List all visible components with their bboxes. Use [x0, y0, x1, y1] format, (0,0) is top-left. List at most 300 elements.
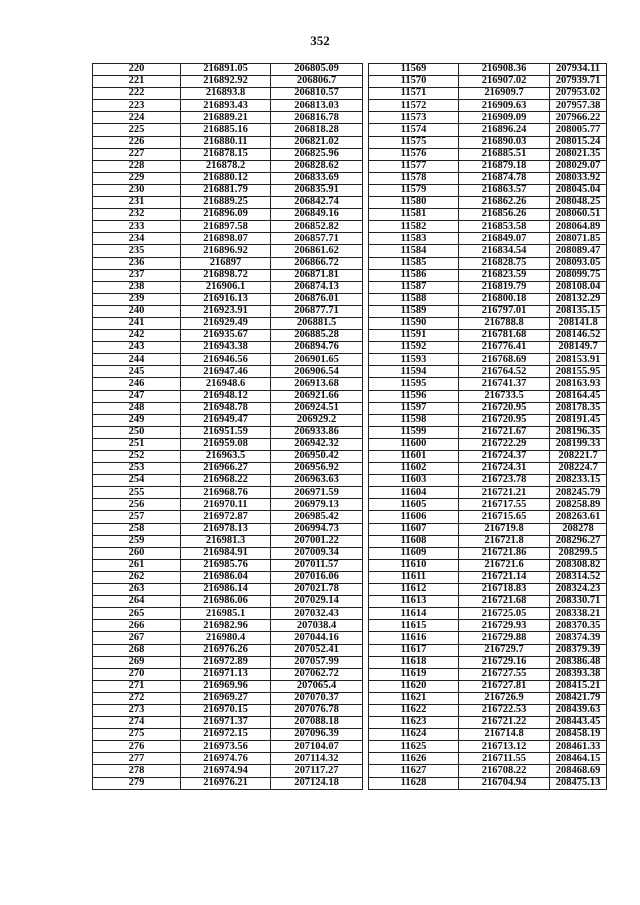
- page-number: 352: [310, 33, 330, 48]
- x-coordinate-right-cell: 216788.8: [459, 317, 550, 329]
- x-coordinate-left-cell: 216973.56: [181, 741, 271, 753]
- x-coordinate-left-cell: 216982.96: [181, 620, 271, 632]
- x-coordinate-right-cell: 216721.22: [459, 717, 550, 729]
- x-coordinate-right-cell: 216741.37: [459, 378, 550, 390]
- x-coordinate-left-cell: 216916.13: [181, 293, 271, 305]
- point-number-right-cell: 11584: [369, 245, 459, 257]
- x-coordinate-left-cell: 216898.07: [181, 233, 271, 245]
- point-number-left-cell: 255: [93, 487, 181, 499]
- x-coordinate-left-cell: 216898.72: [181, 269, 271, 281]
- x-coordinate-right-cell: 216724.31: [459, 463, 550, 475]
- point-number-left-cell: 250: [93, 426, 181, 438]
- point-number-left-cell: 231: [93, 197, 181, 209]
- y-coordinate-left-cell: 207011.57: [271, 559, 363, 571]
- table-row: [93, 644, 607, 656]
- point-number-left-cell: 263: [93, 584, 181, 596]
- point-number-left-cell: 249: [93, 414, 181, 426]
- y-coordinate-left-cell: 207076.78: [271, 704, 363, 716]
- point-number-left-cell: 259: [93, 535, 181, 547]
- point-number-right-cell: 11587: [369, 281, 459, 293]
- point-number-left-cell: 276: [93, 741, 181, 753]
- point-number-right-cell: 11579: [369, 184, 459, 196]
- table-row: [93, 632, 607, 644]
- x-coordinate-right-cell: 216908.36: [459, 64, 550, 76]
- coordinates-table-body: [93, 64, 607, 790]
- point-number-left-cell: 221: [93, 76, 181, 88]
- y-coordinate-right-cell: 208163.93: [550, 378, 607, 390]
- point-number-left-cell: 269: [93, 656, 181, 668]
- x-coordinate-left-cell: 216980.4: [181, 632, 271, 644]
- y-coordinate-left-cell: 207114.32: [271, 753, 363, 765]
- table-row: [93, 717, 607, 729]
- table-row: [93, 463, 607, 475]
- x-coordinate-left-cell: 216893.43: [181, 100, 271, 112]
- point-number-left-cell: 246: [93, 378, 181, 390]
- x-coordinate-right-cell: 216725.05: [459, 608, 550, 620]
- point-number-left-cell: 268: [93, 644, 181, 656]
- y-coordinate-left-cell: 206876.01: [271, 293, 363, 305]
- table-row: [93, 414, 607, 426]
- point-number-left-cell: 229: [93, 172, 181, 184]
- table-row: [93, 559, 607, 571]
- x-coordinate-left-cell: 216985.76: [181, 559, 271, 571]
- point-number-left-cell: 275: [93, 729, 181, 741]
- y-coordinate-right-cell: 208393.38: [550, 668, 607, 680]
- point-number-right-cell: 11583: [369, 233, 459, 245]
- y-coordinate-left-cell: 206929.2: [271, 414, 363, 426]
- y-coordinate-right-cell: 207934.11: [550, 64, 607, 76]
- point-number-right-cell: 11586: [369, 269, 459, 281]
- x-coordinate-right-cell: 216800.18: [459, 293, 550, 305]
- point-number-left-cell: 266: [93, 620, 181, 632]
- point-number-left-cell: 247: [93, 390, 181, 402]
- table-row: [93, 499, 607, 511]
- table-row: [93, 741, 607, 753]
- y-coordinate-left-cell: 206933.86: [271, 426, 363, 438]
- x-coordinate-left-cell: 216986.14: [181, 584, 271, 596]
- x-coordinate-left-cell: 216970.11: [181, 499, 271, 511]
- y-coordinate-left-cell: 207117.27: [271, 765, 363, 777]
- y-coordinate-right-cell: 208258.89: [550, 499, 607, 511]
- table-row: [93, 245, 607, 257]
- x-coordinate-left-cell: 216896.09: [181, 209, 271, 221]
- y-coordinate-left-cell: 206828.62: [271, 160, 363, 172]
- y-coordinate-left-cell: 206810.57: [271, 88, 363, 100]
- table-row: [93, 172, 607, 184]
- point-number-right-cell: 11572: [369, 100, 459, 112]
- y-coordinate-left-cell: 207096.39: [271, 729, 363, 741]
- point-number-right-cell: 11616: [369, 632, 459, 644]
- x-coordinate-left-cell: 216923.91: [181, 305, 271, 317]
- table-row: [93, 656, 607, 668]
- table-row: [93, 680, 607, 692]
- x-coordinate-right-cell: 216704.94: [459, 777, 550, 789]
- x-coordinate-left-cell: 216948.12: [181, 390, 271, 402]
- point-number-right-cell: 11622: [369, 704, 459, 716]
- x-coordinate-left-cell: 216951.59: [181, 426, 271, 438]
- x-coordinate-left-cell: 216880.11: [181, 136, 271, 148]
- point-number-left-cell: 253: [93, 463, 181, 475]
- x-coordinate-left-cell: 216969.27: [181, 692, 271, 704]
- x-coordinate-right-cell: 216718.83: [459, 584, 550, 596]
- point-number-right-cell: 11593: [369, 354, 459, 366]
- table-row: [93, 148, 607, 160]
- x-coordinate-left-cell: 216974.94: [181, 765, 271, 777]
- point-number-left-cell: 240: [93, 305, 181, 317]
- y-coordinate-right-cell: 208153.91: [550, 354, 607, 366]
- point-number-right-cell: 11603: [369, 475, 459, 487]
- x-coordinate-right-cell: 216713.12: [459, 741, 550, 753]
- y-coordinate-left-cell: 206821.02: [271, 136, 363, 148]
- y-coordinate-left-cell: 206871.81: [271, 269, 363, 281]
- y-coordinate-left-cell: 207104.07: [271, 741, 363, 753]
- point-number-left-cell: 237: [93, 269, 181, 281]
- x-coordinate-right-cell: 216721.68: [459, 596, 550, 608]
- point-number-right-cell: 11578: [369, 172, 459, 184]
- x-coordinate-left-cell: 216981.3: [181, 535, 271, 547]
- table-row: [93, 584, 607, 596]
- point-number-right-cell: 11613: [369, 596, 459, 608]
- table-row: [93, 317, 607, 329]
- y-coordinate-left-cell: 206924.51: [271, 402, 363, 414]
- x-coordinate-left-cell: 216891.05: [181, 64, 271, 76]
- point-number-left-cell: 244: [93, 354, 181, 366]
- x-coordinate-right-cell: 216862.26: [459, 197, 550, 209]
- point-number-right-cell: 11582: [369, 221, 459, 233]
- point-number-right-cell: 11607: [369, 523, 459, 535]
- point-number-left-cell: 262: [93, 571, 181, 583]
- y-coordinate-left-cell: 206818.28: [271, 124, 363, 136]
- y-coordinate-right-cell: 208233.15: [550, 475, 607, 487]
- point-number-right-cell: 11612: [369, 584, 459, 596]
- y-coordinate-right-cell: 208224.7: [550, 463, 607, 475]
- point-number-right-cell: 11611: [369, 571, 459, 583]
- point-number-right-cell: 11576: [369, 148, 459, 160]
- point-number-left-cell: 241: [93, 317, 181, 329]
- x-coordinate-right-cell: 216823.59: [459, 269, 550, 281]
- point-number-left-cell: 274: [93, 717, 181, 729]
- x-coordinate-left-cell: 216906.1: [181, 281, 271, 293]
- y-coordinate-right-cell: 208308.82: [550, 559, 607, 571]
- y-coordinate-left-cell: 207016.06: [271, 571, 363, 583]
- y-coordinate-right-cell: 208338.21: [550, 608, 607, 620]
- y-coordinate-right-cell: 208386.48: [550, 656, 607, 668]
- x-coordinate-right-cell: 216828.75: [459, 257, 550, 269]
- point-number-right-cell: 11580: [369, 197, 459, 209]
- table-row: [93, 765, 607, 777]
- y-coordinate-left-cell: 206985.42: [271, 511, 363, 523]
- y-coordinate-right-cell: 208468.69: [550, 765, 607, 777]
- table-row: [93, 257, 607, 269]
- x-coordinate-left-cell: 216986.06: [181, 596, 271, 608]
- y-coordinate-right-cell: 208296.27: [550, 535, 607, 547]
- x-coordinate-right-cell: 216715.65: [459, 511, 550, 523]
- x-coordinate-left-cell: 216892.92: [181, 76, 271, 88]
- y-coordinate-right-cell: 208060.51: [550, 209, 607, 221]
- point-number-left-cell: 225: [93, 124, 181, 136]
- y-coordinate-left-cell: 206921.66: [271, 390, 363, 402]
- table-row: [93, 620, 607, 632]
- point-number-left-cell: 252: [93, 451, 181, 463]
- y-coordinate-right-cell: 208099.75: [550, 269, 607, 281]
- y-coordinate-right-cell: 208370.35: [550, 620, 607, 632]
- y-coordinate-right-cell: 208278: [550, 523, 607, 535]
- point-number-right-cell: 11575: [369, 136, 459, 148]
- x-coordinate-left-cell: 216966.27: [181, 463, 271, 475]
- y-coordinate-left-cell: 207065.4: [271, 680, 363, 692]
- table-row: [93, 221, 607, 233]
- point-number-left-cell: 232: [93, 209, 181, 221]
- x-coordinate-right-cell: 216721.67: [459, 426, 550, 438]
- x-coordinate-left-cell: 216896.92: [181, 245, 271, 257]
- x-coordinate-right-cell: 216909.09: [459, 112, 550, 124]
- x-coordinate-right-cell: 216708.22: [459, 765, 550, 777]
- x-coordinate-left-cell: 216946.56: [181, 354, 271, 366]
- table-row: [93, 777, 607, 789]
- y-coordinate-left-cell: 207029.14: [271, 596, 363, 608]
- point-number-left-cell: 222: [93, 88, 181, 100]
- x-coordinate-left-cell: 216970.15: [181, 704, 271, 716]
- x-coordinate-left-cell: 216959.08: [181, 438, 271, 450]
- x-coordinate-right-cell: 216890.03: [459, 136, 550, 148]
- y-coordinate-right-cell: 208149.7: [550, 342, 607, 354]
- y-coordinate-right-cell: 208048.25: [550, 197, 607, 209]
- x-coordinate-right-cell: 216711.55: [459, 753, 550, 765]
- y-coordinate-right-cell: 208146.52: [550, 330, 607, 342]
- table-row: [93, 692, 607, 704]
- x-coordinate-right-cell: 216727.55: [459, 668, 550, 680]
- y-coordinate-left-cell: 207021.78: [271, 584, 363, 596]
- point-number-right-cell: 11589: [369, 305, 459, 317]
- y-coordinate-right-cell: 208064.89: [550, 221, 607, 233]
- point-number-right-cell: 11619: [369, 668, 459, 680]
- table-row: [93, 596, 607, 608]
- x-coordinate-left-cell: 216947.46: [181, 366, 271, 378]
- y-coordinate-right-cell: 208135.15: [550, 305, 607, 317]
- x-coordinate-left-cell: 216986.04: [181, 571, 271, 583]
- x-coordinate-right-cell: 216714.8: [459, 729, 550, 741]
- x-coordinate-left-cell: 216969.96: [181, 680, 271, 692]
- table-row: [93, 704, 607, 716]
- point-number-left-cell: 220: [93, 64, 181, 76]
- x-coordinate-right-cell: 216717.55: [459, 499, 550, 511]
- point-number-right-cell: 11624: [369, 729, 459, 741]
- y-coordinate-left-cell: 206885.28: [271, 330, 363, 342]
- x-coordinate-right-cell: 216896.24: [459, 124, 550, 136]
- y-coordinate-right-cell: 208071.85: [550, 233, 607, 245]
- x-coordinate-left-cell: 216878.15: [181, 148, 271, 160]
- table-row: [93, 64, 607, 76]
- x-coordinate-right-cell: 216874.78: [459, 172, 550, 184]
- x-coordinate-right-cell: 216721.8: [459, 535, 550, 547]
- point-number-right-cell: 11598: [369, 414, 459, 426]
- point-number-left-cell: 243: [93, 342, 181, 354]
- y-coordinate-right-cell: 208245.79: [550, 487, 607, 499]
- point-number-right-cell: 11618: [369, 656, 459, 668]
- point-number-left-cell: 265: [93, 608, 181, 620]
- y-coordinate-left-cell: 206806.7: [271, 76, 363, 88]
- table-row: [93, 729, 607, 741]
- point-number-left-cell: 264: [93, 596, 181, 608]
- point-number-left-cell: 261: [93, 559, 181, 571]
- y-coordinate-right-cell: 208108.04: [550, 281, 607, 293]
- table-row: [93, 184, 607, 196]
- x-coordinate-left-cell: 216929.49: [181, 317, 271, 329]
- point-number-right-cell: 11626: [369, 753, 459, 765]
- y-coordinate-right-cell: 207966.22: [550, 112, 607, 124]
- table-row: [93, 124, 607, 136]
- x-coordinate-right-cell: 216909.63: [459, 100, 550, 112]
- x-coordinate-right-cell: 216727.81: [459, 680, 550, 692]
- x-coordinate-right-cell: 216764.52: [459, 366, 550, 378]
- y-coordinate-left-cell: 206833.69: [271, 172, 363, 184]
- x-coordinate-right-cell: 216722.29: [459, 438, 550, 450]
- point-number-left-cell: 226: [93, 136, 181, 148]
- x-coordinate-left-cell: 216968.22: [181, 475, 271, 487]
- point-number-left-cell: 272: [93, 692, 181, 704]
- point-number-right-cell: 11574: [369, 124, 459, 136]
- point-number-left-cell: 273: [93, 704, 181, 716]
- x-coordinate-right-cell: 216853.58: [459, 221, 550, 233]
- point-number-right-cell: 11585: [369, 257, 459, 269]
- y-coordinate-left-cell: 207124.18: [271, 777, 363, 789]
- y-coordinate-right-cell: 208458.19: [550, 729, 607, 741]
- x-coordinate-right-cell: 216879.18: [459, 160, 550, 172]
- table-row: [93, 523, 607, 535]
- point-number-left-cell: 270: [93, 668, 181, 680]
- x-coordinate-left-cell: 216885.16: [181, 124, 271, 136]
- point-number-right-cell: 11571: [369, 88, 459, 100]
- point-number-left-cell: 257: [93, 511, 181, 523]
- point-number-left-cell: 227: [93, 148, 181, 160]
- x-coordinate-right-cell: 216768.69: [459, 354, 550, 366]
- x-coordinate-right-cell: 216720.95: [459, 402, 550, 414]
- x-coordinate-right-cell: 216726.9: [459, 692, 550, 704]
- x-coordinate-right-cell: 216729.7: [459, 644, 550, 656]
- point-number-left-cell: 223: [93, 100, 181, 112]
- point-number-right-cell: 11588: [369, 293, 459, 305]
- x-coordinate-right-cell: 216729.88: [459, 632, 550, 644]
- point-number-left-cell: 228: [93, 160, 181, 172]
- x-coordinate-left-cell: 216978.13: [181, 523, 271, 535]
- point-number-left-cell: 248: [93, 402, 181, 414]
- table-row: [93, 233, 607, 245]
- table-row: [93, 608, 607, 620]
- y-coordinate-left-cell: 206805.09: [271, 64, 363, 76]
- table-row: [93, 547, 607, 559]
- x-coordinate-left-cell: 216972.89: [181, 656, 271, 668]
- y-coordinate-right-cell: 208199.33: [550, 438, 607, 450]
- table-row: [93, 100, 607, 112]
- y-coordinate-left-cell: 206979.13: [271, 499, 363, 511]
- point-number-right-cell: 11605: [369, 499, 459, 511]
- table-row: [93, 76, 607, 88]
- x-coordinate-right-cell: 216907.02: [459, 76, 550, 88]
- y-coordinate-right-cell: 208461.33: [550, 741, 607, 753]
- point-number-right-cell: 11581: [369, 209, 459, 221]
- x-coordinate-right-cell: 216863.57: [459, 184, 550, 196]
- table-row: [93, 378, 607, 390]
- point-number-right-cell: 11601: [369, 451, 459, 463]
- x-coordinate-left-cell: 216897: [181, 257, 271, 269]
- point-number-left-cell: 254: [93, 475, 181, 487]
- y-coordinate-left-cell: 206877.71: [271, 305, 363, 317]
- table-row: [93, 136, 607, 148]
- point-number-right-cell: 11597: [369, 402, 459, 414]
- point-number-right-cell: 11610: [369, 559, 459, 571]
- table-row: [93, 451, 607, 463]
- y-coordinate-left-cell: 207088.18: [271, 717, 363, 729]
- x-coordinate-left-cell: 216897.58: [181, 221, 271, 233]
- y-coordinate-left-cell: 206906.54: [271, 366, 363, 378]
- y-coordinate-right-cell: 208263.61: [550, 511, 607, 523]
- y-coordinate-left-cell: 207001.22: [271, 535, 363, 547]
- y-coordinate-left-cell: 206956.92: [271, 463, 363, 475]
- y-coordinate-left-cell: 206849.16: [271, 209, 363, 221]
- point-number-right-cell: 11627: [369, 765, 459, 777]
- y-coordinate-left-cell: 206901.65: [271, 354, 363, 366]
- x-coordinate-left-cell: 216943.38: [181, 342, 271, 354]
- y-coordinate-right-cell: 208021.35: [550, 148, 607, 160]
- y-coordinate-right-cell: 208415.21: [550, 680, 607, 692]
- y-coordinate-left-cell: 206950.42: [271, 451, 363, 463]
- point-number-left-cell: 234: [93, 233, 181, 245]
- point-number-left-cell: 278: [93, 765, 181, 777]
- y-coordinate-left-cell: 207062.72: [271, 668, 363, 680]
- x-coordinate-left-cell: 216971.37: [181, 717, 271, 729]
- x-coordinate-right-cell: 216721.6: [459, 559, 550, 571]
- y-coordinate-right-cell: 208324.23: [550, 584, 607, 596]
- x-coordinate-right-cell: 216721.21: [459, 487, 550, 499]
- y-coordinate-left-cell: 206913.68: [271, 378, 363, 390]
- y-coordinate-right-cell: 208374.39: [550, 632, 607, 644]
- x-coordinate-left-cell: 216972.15: [181, 729, 271, 741]
- y-coordinate-right-cell: 208221.7: [550, 451, 607, 463]
- table-row: [93, 269, 607, 281]
- y-coordinate-right-cell: 208330.71: [550, 596, 607, 608]
- y-coordinate-right-cell: 208029.07: [550, 160, 607, 172]
- y-coordinate-right-cell: 208178.35: [550, 402, 607, 414]
- point-number-right-cell: 11609: [369, 547, 459, 559]
- y-coordinate-left-cell: 206835.91: [271, 184, 363, 196]
- x-coordinate-left-cell: 216974.76: [181, 753, 271, 765]
- table-row: [93, 390, 607, 402]
- table-row: [93, 571, 607, 583]
- y-coordinate-left-cell: 207009.34: [271, 547, 363, 559]
- x-coordinate-left-cell: 216878.2: [181, 160, 271, 172]
- x-coordinate-left-cell: 216889.25: [181, 197, 271, 209]
- point-number-left-cell: 267: [93, 632, 181, 644]
- point-number-left-cell: 238: [93, 281, 181, 293]
- x-coordinate-left-cell: 216889.21: [181, 112, 271, 124]
- point-number-left-cell: 235: [93, 245, 181, 257]
- y-coordinate-left-cell: 206874.13: [271, 281, 363, 293]
- point-number-right-cell: 11591: [369, 330, 459, 342]
- y-coordinate-right-cell: 208191.45: [550, 414, 607, 426]
- x-coordinate-right-cell: 216856.26: [459, 209, 550, 221]
- table-row: [93, 281, 607, 293]
- point-number-right-cell: 11608: [369, 535, 459, 547]
- y-coordinate-left-cell: 206825.96: [271, 148, 363, 160]
- point-number-right-cell: 11599: [369, 426, 459, 438]
- point-number-left-cell: 260: [93, 547, 181, 559]
- y-coordinate-right-cell: 208005.77: [550, 124, 607, 136]
- point-number-right-cell: 11569: [369, 64, 459, 76]
- table-row: [93, 475, 607, 487]
- y-coordinate-right-cell: 208196.35: [550, 426, 607, 438]
- x-coordinate-left-cell: 216976.21: [181, 777, 271, 789]
- point-number-right-cell: 11628: [369, 777, 459, 789]
